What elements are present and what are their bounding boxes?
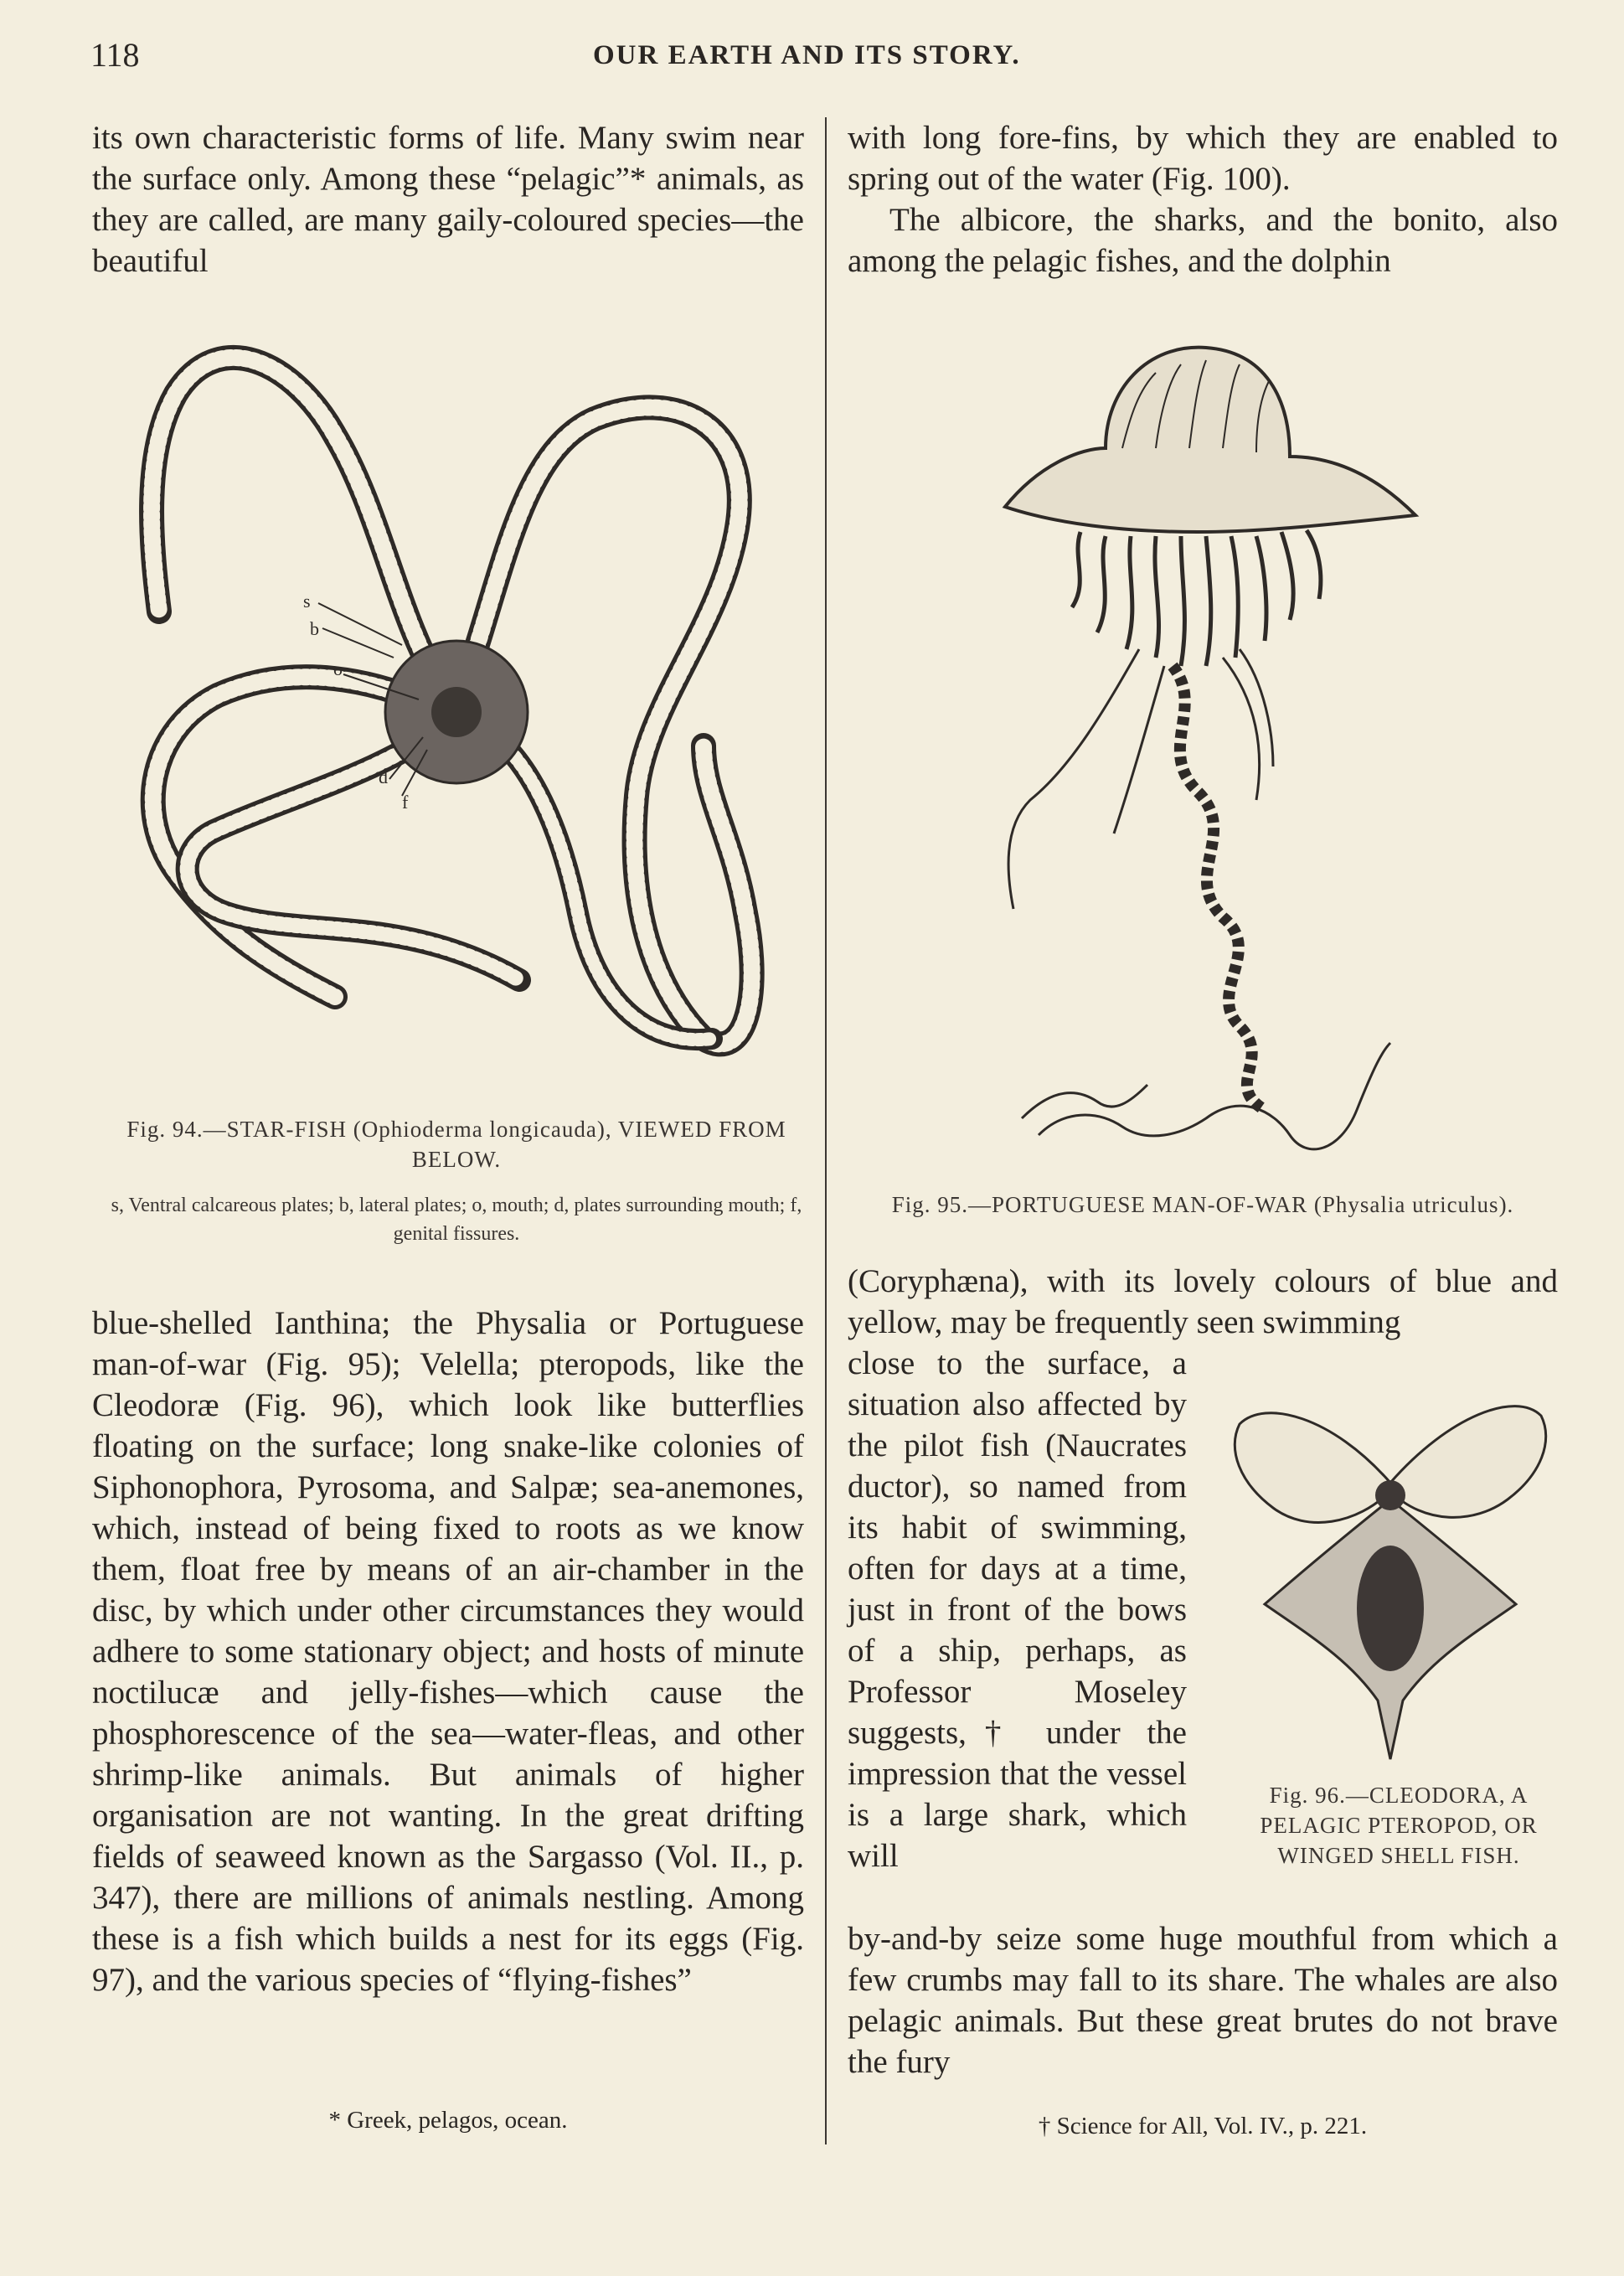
page-header [90,35,1557,77]
label-f: f [402,792,409,813]
figure-94-starfish [126,327,779,1097]
left-column-bottom [92,1303,804,2000]
label-o: o [333,658,343,679]
paragraph: blue-shelled Ianthina; the Physalia or Portuguese man-of-war (Fig. 95); Velella; pteropods, like the Cleodoræ (Fig. 96), which look like butterflies floating on the surface; long snake-like colonies of Siphonophora, Pyrosoma, and Salpæ; sea-anemones, which, instead of being fixed to roots as we know them, float free by means of an air-chamber in the disc, by which under other circumstances they would adhere to some stationary object; and hosts of minute noctilucæ and jelly-fishes—which cause the phosphorescence of the sea—water-fleas, and other shrimp-like animals. But animals of higher organisation are not wanting. In the great drifting fields of seaweed known as the Sargasso (Vol. II., p. 347), there are millions of animals nestling. Among these is a fish which builds a nest for its eggs (Fig. 97), and the various species of “flying-fishes” [92,1305,804,1998]
paragraph: (Coryphæna), with its lovely colours of blue and yellow, may be frequently seen swimming [848,1263,1558,1340]
right-column-top [848,117,1558,281]
right-column-bottom-end [848,1918,1558,2082]
running-title: OUR EARTH AND ITS STORY. [593,40,1021,70]
label-b: b [310,618,319,639]
figure-96-cleodora [1223,1382,1558,1776]
column-divider [825,117,827,2144]
figure-95-man-of-war [988,331,1432,1177]
paragraph: by-and-by seize some huge mouthful from which a few crumbs may fall to its share. The whales are also pelagic animals. But these great brutes do not brave the fury [848,1921,1558,2080]
right-column-bottom-top [848,1261,1558,1343]
figure-94-caption: Fig. 94.—STAR-FISH (Ophioderma longicauda), VIEWED FROM BELOW. [126,1117,786,1172]
figure-96-caption-block [1223,1780,1575,1871]
starfish-illustration [126,327,779,1097]
figure-96-caption: Fig. 96.—CLEODORA, A PELAGIC PTEROPOD, OR WINGED SHELL FISH. [1260,1783,1538,1868]
right-column-wrap-text [848,1343,1187,1876]
figure-94-legend: s, Ventral calcareous plates; b, lateral plates; o, mouth; d, plates surrounding mouth; f, genital fissures. [111,1195,802,1245]
right-footnote: † Science for All, Vol. IV., p. 221. [1038,2113,1368,2139]
figure-95-caption-block [848,1190,1558,1220]
left-column-top [92,117,804,281]
label-s: s [303,591,311,612]
left-footnote: * Greek, pelagos, ocean. [328,2107,568,2134]
paragraph: close to the surface, a situation also affected by the pilot fish (Naucrates ductor), so named from its habit of swimming, often for days at a time, just in front of the bows of a ship, perhaps, as Professor Moseley suggests,† under the impression that the vessel is a large shark, which will [848,1345,1187,1874]
paragraph: its own characteristic forms of life. Many swim near the surface only. Among these “pelagic”* animals, as they are called, are many gaily-coloured species—the beautiful [92,120,804,279]
cleodora-illustration [1223,1382,1558,1776]
man-of-war-illustration [988,331,1432,1177]
figure-94-caption-block [109,1114,804,1248]
page-number: 118 [90,36,140,74]
paragraph: The albicore, the sharks, and the bonito, also among the pelagic fishes, and the dolphin [848,202,1558,279]
figure-95-caption: Fig. 95.—PORTUGUESE MAN-OF-WAR (Physalia utriculus). [891,1192,1514,1217]
label-d: d [379,766,388,787]
paragraph: with long fore-fins, by which they are enabled to spring out of the water (Fig. 100). [848,120,1558,197]
